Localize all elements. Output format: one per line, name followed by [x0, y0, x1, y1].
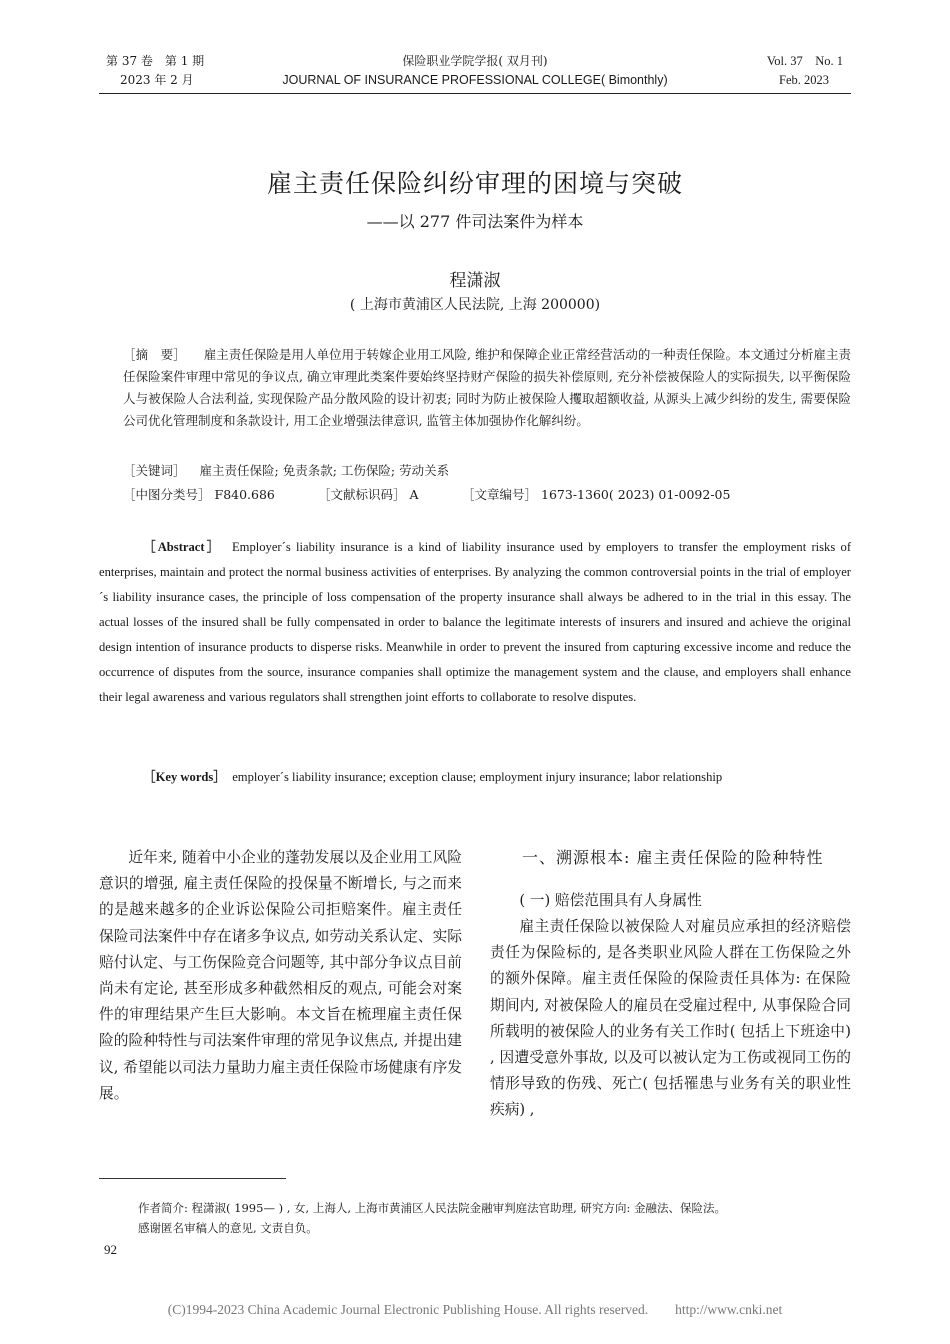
keywords-zh: 雇主责任保险; 免责条款; 工伤保险; 劳动关系 [199, 463, 450, 478]
doc-code-value: A [409, 487, 419, 502]
abstract-zh [123, 344, 851, 432]
keywords-zh-row [123, 460, 449, 482]
clc-value: F840.686 [214, 487, 275, 502]
article-subtitle: ——以 277 件司法案件为样本 [366, 212, 584, 231]
header-journal-name-en: JOURNAL OF INSURANCE PROFESSIONAL COLLEGE( Bimonthly) [282, 73, 668, 87]
footnote-thanks: 感谢匿名审稿人的意见, 文责自负。 [138, 1221, 318, 1235]
author-name: 程潇淑 [449, 271, 501, 291]
keywords-en: employer´s liability insurance; exception clause; employment injury insurance; labor relationship [232, 770, 723, 784]
abstract-en-text: Employer´s liability insurance is a kind of liability insurance used by employers to transfer the employment risks of enterprises, maintain and protect the normal business activities of enterprises. By analyzing the common controversial points in the trial of employer´s liability insurance cases, the principle of loss compensation of the property insurance shall always be adhered to in the trial in this essay. The actual losses of the insured shall be fully compensated in order to balance the legitimate interests of insurers and insured and achieve the original design intention of insurance products to disperse risks. Meanwhile in order to prevent the insured from capturing excessive income and reduce the occurrence of disputes from the source, insurance companies shall optimize the management system and the clause, and employers shall enhance their legal awareness and various regulators shall strengthen joint efforts to collaborate to resolve disputes. [99, 540, 852, 704]
header-vol-no: Vol. 37 No. 1 [766, 54, 843, 68]
doc-code-label: ［文献标识码］ [318, 487, 406, 502]
page-number: 92 [104, 1242, 117, 1257]
subsection-1-paragraph: 雇主责任保险以被保险人对雇员应承担的经济赔偿责任为保险标的, 是各类职业风险人群在工伤保险之外的额外保障。雇主责任保险的保险责任具体为: 在保险期间内, 对被保险人的雇员在受雇过程中, 从事保险合同所载明的被保险人的业务有关工作时( 包括上下班途中) , 因遭受意外事故, 以及可以被认定为工伤或视同工伤的情形导致的伤残、死亡( 包括罹患与业务有关的职业性疾病) , [490, 918, 851, 1119]
section-1-heading: 一、溯源根本: 雇主责任保险的险种特性 [522, 848, 824, 867]
article-no-label: ［文章编号］ [462, 487, 538, 502]
header-journal-name-zh: 保险职业学院学报( 双月刊) [402, 54, 548, 68]
footnote-author-bio: 作者简介: 程潇淑( 1995— ) , 女, 上海人, 上海市黄浦区人民法院金融审判庭法官助理, 研究方向: 金融法、保险法。 [138, 1201, 727, 1215]
header-date: 2023 年 2 月 [120, 73, 194, 87]
clc-label: ［中图分类号］ [123, 487, 211, 502]
footnote-rule [99, 1178, 286, 1179]
author-affiliation: ( 上海市黄浦区人民法院, 上海 200000) [349, 297, 601, 313]
clc-row [123, 484, 275, 506]
copyright-watermark: (C)1994-2023 China Academic Journal Electronic Publishing House. All rights reserved. http://www.cnki.net [167, 1302, 783, 1317]
doc-code-row [318, 484, 419, 506]
article-no-value: 1673-1360( 2023) 01-0092-05 [541, 487, 731, 502]
article-title: 雇主责任保险纠纷审理的困境与突破 [266, 169, 683, 198]
abstract-en [99, 535, 851, 710]
header-feb-date: Feb. 2023 [779, 73, 829, 87]
header-rule [99, 93, 851, 94]
body-right-column [490, 844, 851, 1124]
body-left-column [99, 845, 462, 1107]
header-volume-issue: 第 37 卷 第 1 期 [106, 54, 205, 68]
abstract-en-label: ［Abstract］ [143, 540, 222, 554]
article-no-row [462, 484, 730, 506]
keywords-zh-label: ［关键词］ [123, 463, 186, 478]
abstract-zh-label: ［摘 要］ [123, 347, 186, 362]
subsection-1-heading: ( 一) 赔偿范围具有人身属性 [519, 892, 702, 909]
keywords-en-label: ［Key words］ [143, 770, 226, 784]
intro-paragraph: 近年来, 随着中小企业的蓬勃发展以及企业用工风险意识的增强, 雇主责任保险的投保量不断增长, 与之而来的是越来越多的企业诉讼保险公司拒赔案件。雇主责任保险司法案件中存在诸多争议点, 如劳动关系认定、实际赔付认定、与工伤保险竞合问题等, 其中部分争议点目前尚未有定论, 甚至形成多种截然相反的观点, 可能会对案件的审理结果产生巨大影响。本文旨在梳理雇主责任保险的险种特性与司法案件审理的常见争议焦点, 并提出建议, 希望能以司法力量助力雇主责任保险市场健康有序发展。 [99, 849, 462, 1102]
abstract-zh-text: 雇主责任保险是用人单位用于转嫁企业用工风险, 维护和保障企业正常经营活动的一种责任保险。本文通过分析雇主责任保险案件审理中常见的争议点, 确立审理此类案件要始终坚持财产保险的损失补偿原则, 充分补偿被保险人的实际损失, 以平衡保险人与被保险人合法利益, 实现保险产品分散风险的设计初衷; 同时为防止被保险人攫取超额收益, 从源头上减少纠纷的发生, 需要保险公司优化管理制度和条款设计, 用工企业增强法律意识, 监管主体加强协作化解纠纷。 [123, 347, 851, 428]
keywords-en-row [99, 765, 851, 790]
